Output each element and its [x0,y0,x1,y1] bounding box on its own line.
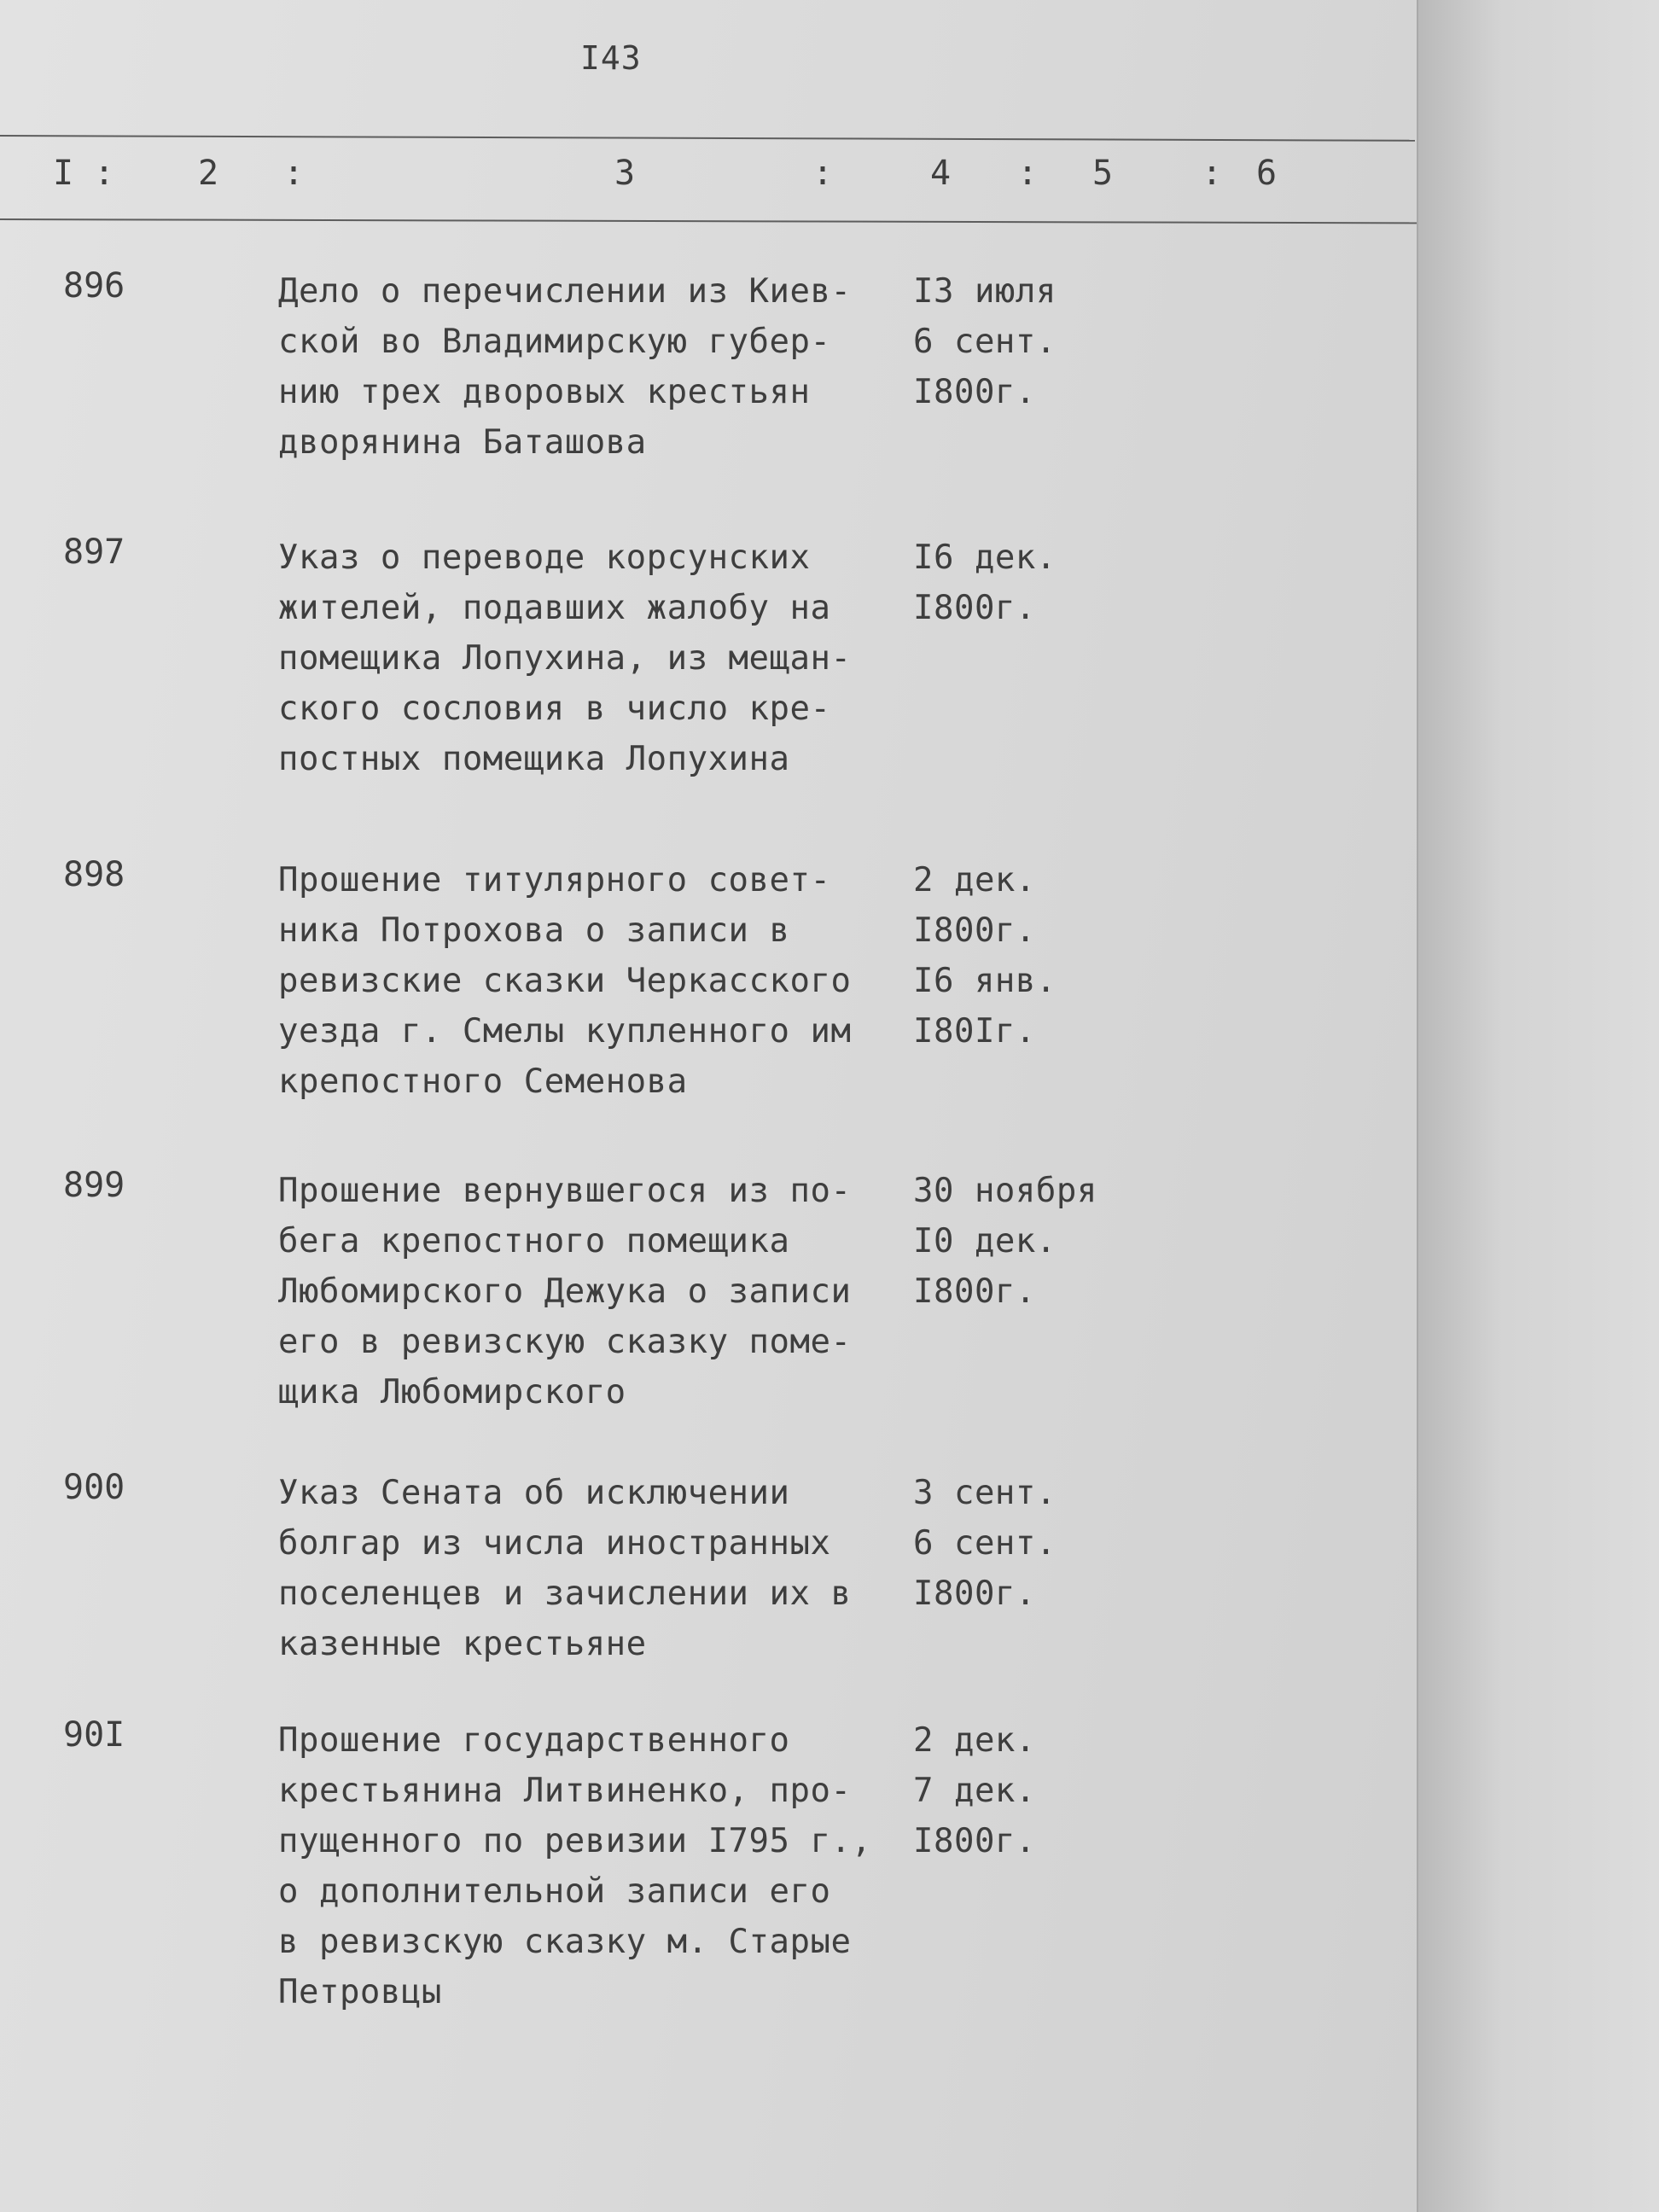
description-line: Любомирского Дежука о записи [278,1272,852,1311]
date-line: 6 сент. [913,323,1057,361]
header-top-rule [0,135,1415,142]
date-line: I80Iг. [913,1012,1036,1051]
description-line: Прошение государственного [278,1721,790,1760]
column-number-6: 6 [1256,154,1278,193]
description-line: ской во Владимирскую губер- [278,323,831,361]
description-line: поселенцев и зачислении их в [278,1575,852,1613]
description-line: нию трех дворовых крестьян [278,373,811,411]
entry-dates [913,1715,1109,1866]
description-line: Дело о перечислении из Киев- [278,272,852,311]
date-line: 2 дек. [913,861,1036,899]
date-line: 7 дек. [913,1772,1036,1810]
description-line: Прошение титулярного совет- [278,861,831,899]
description-line: ского сословия в число кре- [278,690,831,728]
entry-dates [913,1468,1109,1619]
description-line: дворянина Баташова [278,423,647,462]
column-number-3: 3 [614,154,636,193]
entry-number: 896 [63,266,125,306]
entry-number: 897 [63,533,125,572]
entry-dates [913,266,1109,417]
description-line: постных помещика Лопухина [278,740,790,778]
description-line: казенные крестьяне [278,1625,647,1663]
column-number-5: 5 [1092,154,1114,193]
date-line: 6 сент. [913,1524,1057,1563]
date-line: I800г. [913,911,1036,950]
column-separator: : [1202,154,1223,193]
date-line: I800г. [913,589,1036,627]
description-line: его в ревизскую сказку поме- [278,1323,852,1361]
description-line: пущенного по ревизии I795 г., [278,1822,872,1860]
description-line: Указ о переводе корсунских [278,538,811,577]
column-separator: : [283,154,305,193]
entry-number: 90I [63,1715,125,1755]
date-line: 30 ноября [913,1172,1097,1210]
entry-description [278,533,893,784]
entry-dates [913,1166,1109,1317]
column-separator: : [812,154,834,193]
description-line: в ревизскую сказку м. Старые [278,1923,852,1961]
description-line: Петровцы [278,1973,442,2011]
date-line: I6 янв. [913,962,1057,1000]
date-line: I6 дек. [913,538,1057,577]
date-line: I800г. [913,373,1036,411]
description-line: крестьянина Литвиненко, про- [278,1772,852,1810]
description-line: Прошение вернувшегося из по- [278,1172,852,1210]
column-number-2: 2 [198,154,219,193]
description-line: жителей, подавших жалобу на [278,589,831,627]
description-line: о дополнительной записи его [278,1872,831,1911]
date-line: 2 дек. [913,1721,1036,1760]
header-bottom-rule [0,218,1417,224]
description-line: щика Любомирского [278,1373,626,1412]
description-line: болгар из числа иностранных [278,1524,831,1563]
column-number-4: 4 [930,154,952,193]
description-line: бега крепостного помещика [278,1222,790,1260]
entry-number: 898 [63,855,125,894]
entry-description [278,1715,893,2017]
entry-description [278,1468,893,1669]
description-line: крепостного Семенова [278,1062,688,1101]
entry-dates [913,855,1109,1057]
description-line: ника Потрохова о записи в [278,911,790,950]
entry-number: 900 [63,1468,125,1507]
column-separator: : [94,154,115,193]
date-line: I800г. [913,1272,1036,1311]
date-line: I0 дек. [913,1222,1057,1260]
entry-dates [913,533,1109,633]
column-number-1: I [53,154,74,193]
description-line: Указ Сената об исключении [278,1474,790,1512]
entry-number: 899 [63,1166,125,1205]
entry-description [278,1166,893,1417]
page-number: I43 [580,39,642,77]
date-line: I3 июля [913,272,1057,311]
date-line: I800г. [913,1575,1036,1613]
description-line: ревизские сказки Черкасского [278,962,852,1000]
description-line: уезда г. Смелы купленного им [278,1012,852,1051]
date-line: I800г. [913,1822,1036,1860]
column-separator: : [1017,154,1039,193]
adjacent-page-edge [1418,0,1659,2212]
column-header-row [0,154,1417,205]
entry-description [278,266,893,468]
description-line: помещика Лопухина, из мещан- [278,639,852,678]
date-line: 3 сент. [913,1474,1057,1512]
entry-description [278,855,893,1107]
